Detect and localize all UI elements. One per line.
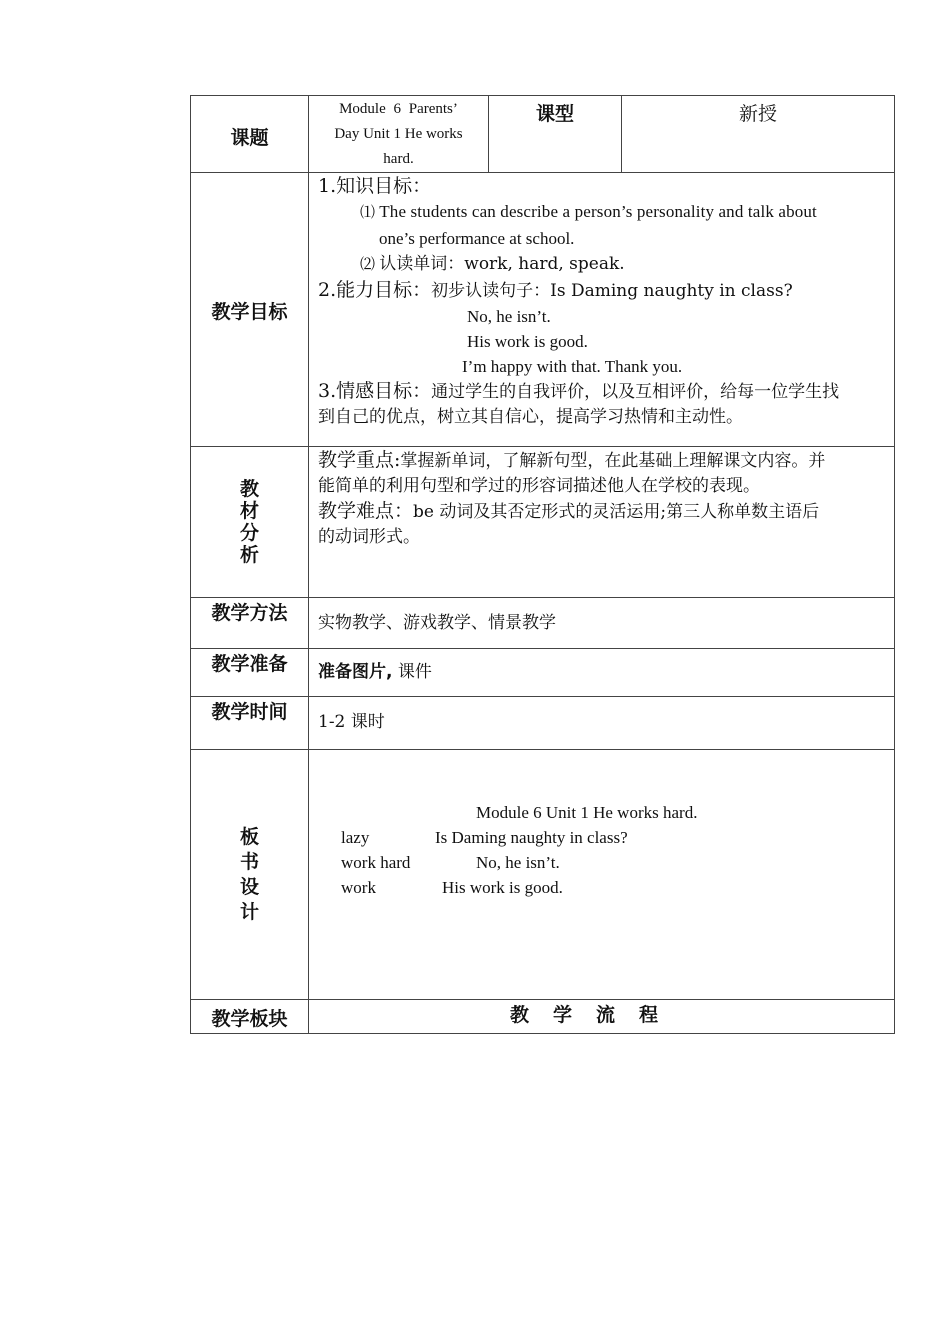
knowledge-item-2-text: 认读单词：work, hard, speak. [379, 254, 625, 274]
analysis-row [191, 447, 895, 598]
board-label-char-3: 设 [239, 876, 259, 898]
method-value: 实物教学、游戏教学、情景教学 [318, 613, 556, 633]
time-row [191, 697, 895, 750]
difficulties [318, 499, 886, 525]
prep-value-cell [309, 649, 895, 697]
analysis-label-char-3: 分 [239, 522, 259, 544]
prep-label: 教学准备 [211, 653, 288, 675]
lesson-plan-table [190, 95, 895, 1034]
analysis-label-cell [191, 447, 309, 598]
flow-char-2: 学 [552, 1004, 572, 1026]
board-content-cell [309, 750, 895, 1000]
flow-char-3: 流 [596, 1004, 616, 1026]
type-label: 课型 [535, 103, 574, 125]
board-label-char-1: 板 [239, 826, 259, 848]
key-points-line-2: 能简单的利用句型和学过的形容词描述他人在学校的表现。 [318, 476, 760, 496]
topic-label: 课题 [230, 127, 269, 149]
flow-heading-cell [309, 1000, 895, 1034]
knowledge-item-1-number: ⑴ [360, 205, 376, 221]
knowledge-item-1-line-1: The students can describe a person’s personality and talk about [379, 202, 817, 221]
objectives-row [191, 173, 895, 447]
board-sentence-2: No, he isn’t. [476, 853, 560, 872]
knowledge-item-1 [318, 199, 886, 226]
flow-row [191, 1000, 895, 1034]
board-word-3: work [341, 878, 376, 897]
key-points-line-1: 掌握新单词，了解新句型，在此基础上理解课文内容。并 [400, 451, 826, 471]
knowledge-item-2 [318, 251, 886, 278]
emotion-line-1: 通过学生的自我评价，以及互相评价，给每一位学生找 [431, 382, 840, 402]
time-label-cell [191, 697, 309, 750]
topic-line-1: Module 6 Parents’ [339, 101, 458, 117]
prep-row [191, 649, 895, 697]
knowledge-heading: 1.知识目标： [318, 175, 432, 197]
difficulties-line-1: be 动词及其否定形式的灵活运用;第三人称单数主语后 [413, 502, 820, 522]
analysis-label-char-1: 教 [239, 478, 259, 500]
time-value-cell [309, 697, 895, 750]
method-label-cell [191, 598, 309, 649]
ability-line-4: I’m happy with that. Thank you. [462, 357, 683, 376]
time-label: 教学时间 [211, 701, 288, 723]
analysis-label-char-4: 析 [239, 544, 259, 566]
board-label [191, 750, 308, 925]
board-sentence-1: Is Daming naughty in class? [435, 828, 628, 847]
analysis-label-char-2: 材 [239, 500, 259, 522]
method-row [191, 598, 895, 649]
flow-label: 教学板块 [211, 1008, 288, 1030]
flow-char-1: 教 [509, 1004, 529, 1026]
board-title: Module 6 Unit 1 He works hard. [476, 803, 698, 822]
board-label-char-2: 书 [239, 851, 259, 873]
objectives-content-cell [309, 173, 895, 447]
difficulties-heading: 教学难点： [318, 500, 414, 522]
prep-value [309, 649, 894, 685]
board-word-2: work hard [341, 853, 411, 872]
board-label-cell [191, 750, 309, 1000]
flow-label-cell [191, 1000, 309, 1034]
topic-row [191, 96, 895, 173]
method-value-cell [309, 598, 895, 649]
board-word-1: lazy [341, 828, 370, 847]
ability-text: 初步认读句子：Is Daming naughty in class? [431, 281, 793, 301]
ability-heading: 2.能力目标： [318, 279, 432, 301]
topic-value-cell [309, 96, 489, 173]
topic-label-cell [191, 96, 309, 173]
analysis-content-cell [309, 447, 895, 598]
type-value-cell [622, 96, 895, 173]
method-label: 教学方法 [211, 602, 288, 624]
board-label-char-4: 计 [239, 901, 259, 923]
emotion-line-2: 到自己的优点，树立其自信心，提高学习热情和主动性。 [318, 407, 743, 427]
key-points [318, 448, 886, 474]
prep-label-cell [191, 649, 309, 697]
knowledge-item-1-line-2: one’s performance at school. [379, 229, 575, 248]
ability-objective [318, 278, 886, 304]
emotion-heading: 3.情感目标： [318, 380, 432, 402]
emotion-objective [318, 379, 886, 405]
prep-value-bold: 准备图片, [318, 662, 393, 682]
time-value: 1-2 课时 [318, 712, 385, 732]
difficulties-line-2: 的动词形式。 [318, 527, 420, 547]
analysis-label [191, 447, 308, 566]
topic-line-3: hard. [383, 151, 414, 167]
flow-char-4: 程 [639, 1004, 659, 1026]
knowledge-item-2-number: ⑵ [360, 257, 376, 273]
type-label-cell [489, 96, 622, 173]
ability-line-3: His work is good. [467, 332, 588, 351]
board-sentence-3: His work is good. [442, 878, 563, 897]
objectives-label-cell [191, 173, 309, 447]
ability-line-2: No, he isn’t. [467, 307, 551, 326]
objectives-label: 教学目标 [211, 301, 288, 323]
type-value: 新授 [738, 103, 777, 125]
topic-line-2: Day Unit 1 He works [334, 126, 463, 142]
board-row [191, 750, 895, 1000]
flow-heading [309, 1000, 894, 1027]
key-points-heading: 教学重点: [318, 449, 401, 471]
prep-value-rest: 课件 [392, 662, 432, 682]
